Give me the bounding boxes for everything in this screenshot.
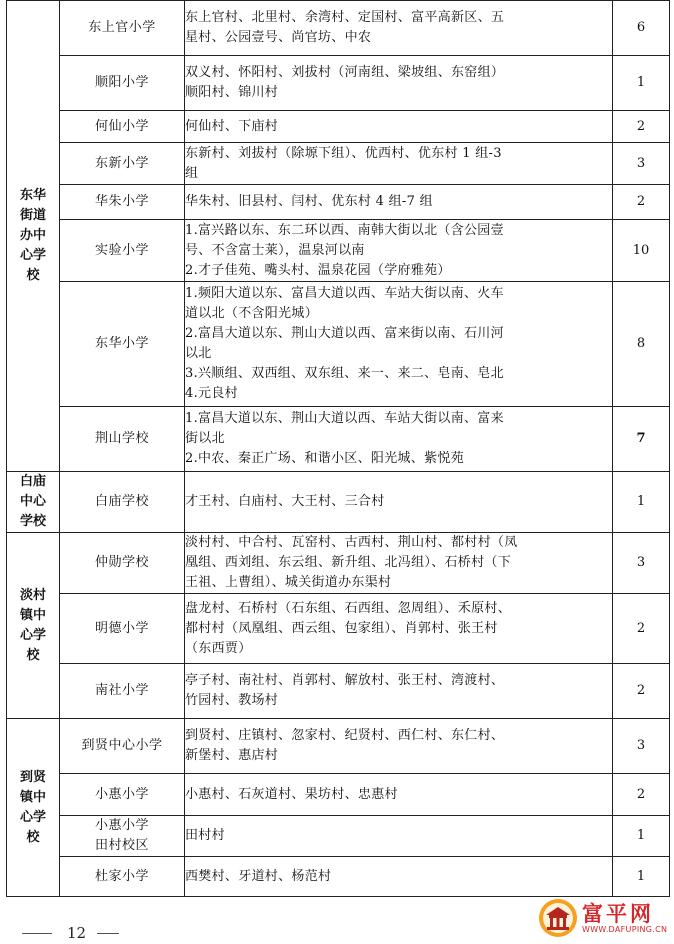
- table-row: [7, 664, 670, 719]
- school-name-cell: [60, 533, 185, 594]
- class-count-cell: 8: [613, 282, 670, 407]
- school-name-cell: [60, 774, 185, 816]
- village-line: 2.中农、秦正广场、和谐小区、阳光城、紫悦苑: [185, 451, 465, 466]
- class-count-cell: 6: [613, 1, 670, 56]
- class-count-cell: 3: [613, 143, 670, 185]
- village-line: 才王村、白庙村、大王村、三合村: [185, 494, 385, 509]
- district-name-part: 镇中: [19, 789, 46, 805]
- village-line: 华朱村、旧县村、闫村、优东村 4 组-7 组: [185, 194, 433, 209]
- village-line: 3.兴顺组、双西组、双东组、来一、来二、皂南、皂北: [185, 366, 504, 381]
- district-name-part: 心学: [19, 248, 46, 263]
- school-name-cell: [60, 282, 185, 407]
- table-row: [7, 1, 670, 56]
- villages-cell: [185, 407, 613, 472]
- district-cell: [7, 533, 60, 719]
- table-body: [7, 1, 670, 897]
- village-line: 星村、公园壹号、尚官坊、中农: [185, 30, 372, 45]
- district-name-part: 校: [26, 647, 40, 663]
- district-cell: [7, 719, 60, 897]
- school-name-cell: [60, 111, 185, 143]
- district-name-part: 到贤: [19, 769, 46, 785]
- district-name-part: 校: [26, 829, 40, 845]
- class-count-cell: 1: [613, 816, 670, 857]
- village-line: 以北: [185, 346, 212, 361]
- school-name-cell: [60, 143, 185, 185]
- class-count-cell: 2: [613, 185, 670, 220]
- class-count-cell: 10: [613, 220, 670, 282]
- page-number: 12: [67, 924, 87, 942]
- table-row: [7, 857, 670, 897]
- villages-cell: [185, 1, 613, 56]
- school-name: 何仙小学: [94, 118, 149, 134]
- villages-cell: [185, 533, 613, 594]
- villages-cell: [185, 111, 613, 143]
- school-name-cell: [60, 857, 185, 897]
- village-line: 4.元良村: [185, 386, 238, 401]
- school-name: 白庙学校: [94, 494, 149, 509]
- district-name-part: 中心: [19, 494, 46, 509]
- villages-cell: [185, 185, 613, 220]
- class-count-cell: 3: [613, 719, 670, 774]
- district-cell: [7, 472, 60, 533]
- village-line: 何仙村、下庙村: [185, 118, 279, 134]
- school-name-cell: [60, 56, 185, 111]
- class-count-cell: 2: [613, 664, 670, 719]
- villages-cell: [185, 774, 613, 816]
- village-line: 竹园村、教场村: [185, 693, 279, 708]
- district-name-part: 学校: [19, 514, 46, 529]
- village-line: 西樊村、牙道村、杨范村: [185, 868, 332, 884]
- village-line: 1.频阳大道以东、富昌大道以西、车站大街以南、火车: [185, 286, 504, 301]
- villages-cell: [185, 594, 613, 664]
- school-name: 荆山学校: [94, 431, 149, 446]
- school-name: 杜家小学: [94, 868, 149, 884]
- district-name-part: 东华: [19, 188, 46, 203]
- villages-cell: [185, 282, 613, 407]
- table-row: [7, 282, 670, 407]
- village-line: 1.富昌大道以东、荆山大道以西、车站大街以南、富来: [185, 411, 504, 426]
- village-line: 组: [185, 165, 199, 181]
- table-row: [7, 719, 670, 774]
- watermark: [538, 896, 668, 942]
- class-count-cell: 1: [613, 857, 670, 897]
- district-cell: [7, 1, 60, 472]
- district-name-part: 心学: [19, 809, 46, 825]
- school-name-cell: [60, 472, 185, 533]
- village-line: 盘龙村、石桥村（石东组、石西组、忽周组）、禾原村、: [185, 600, 512, 616]
- village-line: 新堡村、惠店村: [185, 748, 279, 763]
- school-name-cell: [60, 1, 185, 56]
- school-name: 南社小学: [94, 683, 149, 698]
- school-name: 明德小学: [94, 620, 149, 636]
- school-name-cell: [60, 664, 185, 719]
- villages-cell: [185, 719, 613, 774]
- class-count-cell: 2: [613, 774, 670, 816]
- villages-cell: [185, 143, 613, 185]
- villages-cell: [185, 816, 613, 857]
- class-count-cell: 3: [613, 533, 670, 594]
- village-line: 双义村、怀阳村、刘拔村（河南组、梁坡组、东窑组）: [185, 65, 505, 80]
- class-count-cell: 2: [613, 111, 670, 143]
- village-line: 道以北（不含阳光城）: [185, 306, 319, 321]
- village-line: 2.富昌大道以东、荆山大道以西、富来街以南、石川河: [185, 326, 504, 341]
- village-line: 王祖、上曹组）、城关街道办东渠村: [185, 575, 392, 590]
- villages-cell: [185, 220, 613, 282]
- school-name-part: 田村校区: [94, 838, 149, 853]
- district-name-part: 淡村: [19, 587, 46, 603]
- table-row: [7, 774, 670, 816]
- village-line: 2.才子佳苑、嘴头村、温泉花园（学府雅苑）: [185, 262, 451, 278]
- footer-dash-left: [22, 933, 52, 934]
- table-row: [7, 816, 670, 857]
- village-line: 小惠村、石灰道村、果坊村、忠惠村: [185, 786, 398, 802]
- district-name-part: 白庙: [19, 474, 46, 489]
- village-line: 田村村: [185, 828, 225, 843]
- village-line: 凰组、西刘组、东云组、新升组、北冯组）、石桥村（下: [185, 555, 512, 570]
- village-line: 都村村（凤凰组、西云组、包家组）、肖郭村、张王村: [185, 620, 498, 636]
- village-line: 东新村、刘拔村（除塬下组）、优西村、优东村 1 组-3: [185, 145, 502, 161]
- school-name-cell: [60, 407, 185, 472]
- school-name: 东上官小学: [88, 20, 156, 35]
- school-name: 东新小学: [94, 155, 149, 171]
- table-row: [7, 472, 670, 533]
- footer-dash-right: [97, 933, 119, 934]
- school-name-cell: [60, 719, 185, 774]
- village-line: 亭子村、南社村、肖郭村、解放村、张王村、湾渡村、: [185, 673, 505, 688]
- villages-cell: [185, 857, 613, 897]
- villages-cell: [185, 472, 613, 533]
- district-name-part: 办中: [19, 228, 46, 243]
- school-name: 仲勋学校: [94, 555, 149, 570]
- village-line: 淡村村、中合村、瓦窑村、古西村、荆山村、都村村（凤: [185, 535, 518, 550]
- page-footer: [0, 922, 180, 942]
- table-row: [7, 185, 670, 220]
- table-row: [7, 220, 670, 282]
- table-row: [7, 594, 670, 664]
- watermark-brand: 富平网: [582, 902, 654, 926]
- table-row: [7, 56, 670, 111]
- table-row: [7, 407, 670, 472]
- class-count-cell: 2: [613, 594, 670, 664]
- class-count-cell: 1: [613, 56, 670, 111]
- class-count-cell: 7: [613, 407, 670, 472]
- district-name-part: 心学: [19, 627, 46, 643]
- watermark-site: WWW.DAFUPING.CN: [582, 925, 668, 934]
- villages-cell: [185, 664, 613, 719]
- class-count-cell: 1: [613, 472, 670, 533]
- village-line: 1.富兴路以东、东二环以西、南韩大街以北（含公园壹: [185, 222, 504, 238]
- school-name-cell: [60, 816, 185, 857]
- school-name: 小惠小学: [94, 786, 149, 802]
- school-name-cell: [60, 594, 185, 664]
- district-name-part: 镇中: [19, 607, 46, 623]
- school-name-part: 小惠小学: [94, 818, 149, 833]
- village-line: 东上官村、北里村、余湾村、定国村、富平高新区、五: [185, 10, 505, 25]
- school-name-cell: [60, 220, 185, 282]
- villages-cell: [185, 56, 613, 111]
- school-name: 华朱小学: [94, 194, 149, 209]
- school-name: 到贤中心小学: [81, 738, 163, 753]
- school-name: 东华小学: [94, 336, 149, 351]
- school-name-cell: [60, 185, 185, 220]
- village-line: 街以北: [185, 431, 225, 446]
- school-name: 实验小学: [94, 242, 149, 258]
- village-line: 到贤村、庄镇村、忽家村、纪贤村、西仁村、东仁村、: [185, 728, 505, 743]
- school-district-table: [6, 0, 670, 897]
- table-row: [7, 111, 670, 143]
- temple-logo-icon: [538, 898, 578, 938]
- district-name-part: 校: [26, 268, 40, 283]
- village-line: 顺阳村、锦川村: [185, 85, 279, 100]
- village-line: （东西贾）: [185, 640, 252, 656]
- table-row: [7, 143, 670, 185]
- district-name-part: 街道: [19, 208, 46, 223]
- village-line: 号、不含富士莱），温泉河以南: [185, 242, 365, 258]
- table-row: [7, 533, 670, 594]
- school-name: 顺阳小学: [94, 75, 149, 90]
